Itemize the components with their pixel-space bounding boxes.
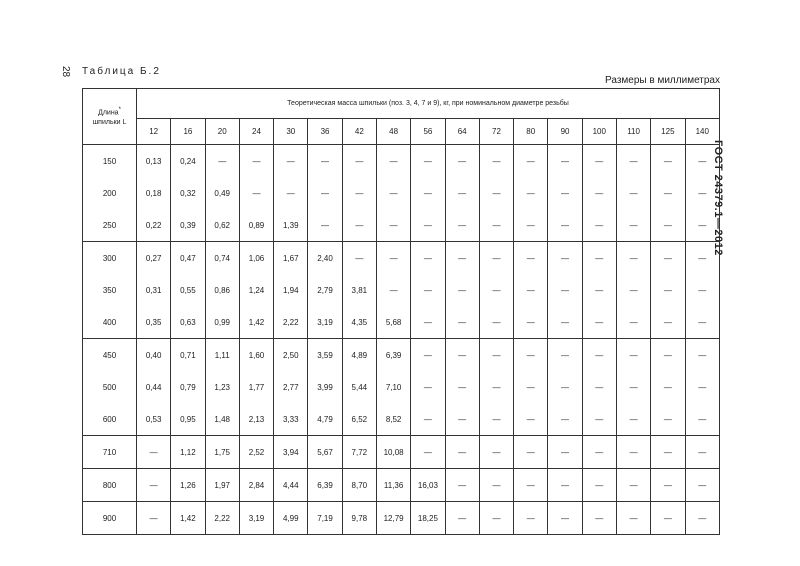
mass-cell: 0,27: [137, 242, 171, 275]
table-row: [83, 339, 720, 372]
mass-cell: 1,42: [171, 502, 205, 535]
mass-cell: —: [239, 177, 273, 209]
diameter-header-cell: 42: [342, 119, 376, 145]
table-row: [83, 145, 720, 178]
mass-cell: —: [548, 371, 582, 403]
mass-cell: 0,47: [171, 242, 205, 275]
mass-cell: 7,10: [376, 371, 410, 403]
mass-cell: —: [411, 436, 445, 469]
table-row: [83, 306, 720, 339]
mass-cell: —: [514, 145, 548, 178]
mass-cell: —: [616, 242, 650, 275]
mass-cell: 4,89: [342, 339, 376, 372]
mass-cell: 6,52: [342, 403, 376, 436]
mass-cell: —: [582, 306, 616, 339]
mass-cell: 9,78: [342, 502, 376, 535]
mass-cell: —: [685, 371, 720, 403]
mass-cell: 1,12: [171, 436, 205, 469]
mass-cell: —: [548, 209, 582, 242]
table-row: [83, 403, 720, 436]
mass-cell: 3,19: [239, 502, 273, 535]
diameter-header-cell: 24: [239, 119, 273, 145]
diameter-header-cell: 90: [548, 119, 582, 145]
mass-cell: 0,71: [171, 339, 205, 372]
mass-cell: —: [479, 339, 513, 372]
mass-cell: 6,39: [376, 339, 410, 372]
mass-cell: 2,79: [308, 274, 342, 306]
mass-cell: —: [445, 339, 479, 372]
mass-cell: —: [479, 242, 513, 275]
mass-cell: —: [514, 306, 548, 339]
mass-cell: —: [616, 469, 650, 502]
mass-cell: —: [582, 502, 616, 535]
mass-cell: —: [342, 145, 376, 178]
mass-cell: 0,40: [137, 339, 171, 372]
mass-cell: 0,44: [137, 371, 171, 403]
mass-cell: 5,67: [308, 436, 342, 469]
mass-cell: —: [445, 502, 479, 535]
table-body: [83, 145, 720, 535]
mass-cell: 0,89: [239, 209, 273, 242]
mass-cell: —: [342, 242, 376, 275]
mass-cell: 1,11: [205, 339, 239, 372]
mass-cell: —: [651, 242, 685, 275]
mass-cell: —: [548, 306, 582, 339]
mass-cell: —: [651, 403, 685, 436]
mass-cell: 1,77: [239, 371, 273, 403]
mass-cell: —: [616, 274, 650, 306]
mass-cell: —: [651, 177, 685, 209]
mass-cell: 0,62: [205, 209, 239, 242]
mass-cell: —: [479, 145, 513, 178]
mass-cell: 2,22: [205, 502, 239, 535]
mass-cell: —: [548, 145, 582, 178]
diameter-header-cell: 30: [274, 119, 308, 145]
mass-cell: —: [376, 242, 410, 275]
mass-cell: 4,44: [274, 469, 308, 502]
page-number: 28: [60, 65, 72, 78]
mass-cell: —: [411, 403, 445, 436]
diameter-header-cell: 12: [137, 119, 171, 145]
mass-cell: —: [582, 339, 616, 372]
mass-cell: —: [548, 502, 582, 535]
mass-cell: —: [651, 306, 685, 339]
mass-cell: —: [548, 469, 582, 502]
mass-cell: —: [376, 209, 410, 242]
mass-cell: 0,32: [171, 177, 205, 209]
length-cell: 250: [83, 209, 137, 242]
mass-cell: —: [479, 209, 513, 242]
mass-cell: —: [445, 436, 479, 469]
mass-cell: 1,06: [239, 242, 273, 275]
mass-cell: —: [479, 371, 513, 403]
mass-cell: —: [445, 306, 479, 339]
diameter-header-cell: 110: [616, 119, 650, 145]
mass-cell: —: [445, 242, 479, 275]
mass-cell: —: [651, 145, 685, 178]
table-row: [83, 436, 720, 469]
mass-cell: —: [616, 209, 650, 242]
length-cell: 900: [83, 502, 137, 535]
mass-cell: 0,63: [171, 306, 205, 339]
table-row: [83, 469, 720, 502]
mass-cell: 2,52: [239, 436, 273, 469]
mass-cell: 5,44: [342, 371, 376, 403]
mass-column-header: Теоретическая масса шпильки (поз. 3, 4, 7 и 9), кг, при номинальном диаметре резьбы: [137, 89, 720, 119]
mass-table: [82, 88, 720, 535]
mass-cell: —: [342, 209, 376, 242]
mass-cell: 0,13: [137, 145, 171, 178]
mass-cell: 3,99: [308, 371, 342, 403]
diameter-header-cell: 56: [411, 119, 445, 145]
mass-cell: —: [548, 436, 582, 469]
mass-cell: —: [616, 371, 650, 403]
mass-cell: —: [445, 209, 479, 242]
diameter-header-cell: 140: [685, 119, 720, 145]
mass-cell: —: [651, 469, 685, 502]
mass-cell: 1,97: [205, 469, 239, 502]
mass-cell: 1,60: [239, 339, 273, 372]
diameter-header-cell: 100: [582, 119, 616, 145]
mass-cell: —: [548, 274, 582, 306]
document-code: ГОСТ 24379.1—2012: [712, 140, 724, 256]
mass-cell: —: [479, 274, 513, 306]
mass-cell: 1,94: [274, 274, 308, 306]
length-footnote-mark: *: [118, 106, 121, 113]
mass-cell: —: [616, 339, 650, 372]
mass-cell: —: [137, 469, 171, 502]
table-row: [83, 177, 720, 209]
mass-cell: 1,67: [274, 242, 308, 275]
mass-cell: —: [479, 177, 513, 209]
mass-cell: —: [411, 145, 445, 178]
mass-cell: —: [651, 274, 685, 306]
mass-cell: 3,33: [274, 403, 308, 436]
mass-cell: —: [514, 371, 548, 403]
mass-cell: 5,68: [376, 306, 410, 339]
mass-cell: 1,23: [205, 371, 239, 403]
mass-cell: —: [445, 469, 479, 502]
length-label: Длина: [98, 109, 119, 117]
mass-cell: 2,13: [239, 403, 273, 436]
mass-cell: —: [616, 145, 650, 178]
mass-cell: —: [582, 177, 616, 209]
mass-cell: —: [685, 209, 720, 242]
mass-cell: —: [411, 209, 445, 242]
mass-cell: —: [479, 469, 513, 502]
mass-cell: —: [514, 436, 548, 469]
mass-cell: 8,52: [376, 403, 410, 436]
mass-cell: —: [205, 145, 239, 178]
mass-cell: 0,79: [171, 371, 205, 403]
mass-cell: —: [445, 177, 479, 209]
mass-cell: —: [685, 145, 720, 178]
mass-cell: —: [582, 436, 616, 469]
mass-cell: 2,84: [239, 469, 273, 502]
mass-cell: —: [137, 502, 171, 535]
mass-cell: —: [137, 436, 171, 469]
mass-cell: 0,49: [205, 177, 239, 209]
mass-cell: —: [411, 274, 445, 306]
mass-cell: —: [685, 274, 720, 306]
mass-cell: 7,72: [342, 436, 376, 469]
length-column-header: [83, 89, 137, 145]
mass-cell: —: [651, 502, 685, 535]
mass-cell: —: [514, 177, 548, 209]
diameter-header-cell: 72: [479, 119, 513, 145]
mass-cell: —: [411, 339, 445, 372]
mass-cell: —: [514, 209, 548, 242]
mass-cell: —: [308, 145, 342, 178]
mass-cell: —: [651, 209, 685, 242]
mass-cell: —: [342, 177, 376, 209]
length-cell: 400: [83, 306, 137, 339]
mass-cell: 0,74: [205, 242, 239, 275]
mass-cell: —: [651, 436, 685, 469]
mass-cell: 0,31: [137, 274, 171, 306]
table-caption: Таблица Б.2: [82, 66, 161, 77]
mass-cell: —: [582, 469, 616, 502]
units-note: Размеры в миллиметрах: [605, 75, 720, 86]
diameter-header-cell: 48: [376, 119, 410, 145]
mass-cell: —: [616, 177, 650, 209]
mass-cell: —: [514, 339, 548, 372]
mass-cell: 11,36: [376, 469, 410, 502]
mass-cell: —: [479, 403, 513, 436]
mass-cell: —: [445, 274, 479, 306]
mass-cell: —: [514, 403, 548, 436]
mass-cell: —: [514, 242, 548, 275]
mass-cell: —: [685, 339, 720, 372]
table-row: [83, 209, 720, 242]
mass-cell: —: [239, 145, 273, 178]
mass-cell: —: [548, 177, 582, 209]
mass-cell: 1,39: [274, 209, 308, 242]
mass-cell: —: [514, 469, 548, 502]
mass-cell: 3,81: [342, 274, 376, 306]
table-row: [83, 274, 720, 306]
mass-cell: —: [651, 339, 685, 372]
mass-cell: —: [685, 242, 720, 275]
mass-cell: 3,19: [308, 306, 342, 339]
diameter-header-row: [83, 119, 720, 145]
mass-cell: —: [514, 502, 548, 535]
mass-cell: 3,94: [274, 436, 308, 469]
mass-cell: 0,53: [137, 403, 171, 436]
mass-cell: —: [376, 145, 410, 178]
mass-cell: 1,26: [171, 469, 205, 502]
length-cell: 450: [83, 339, 137, 372]
length-cell: 500: [83, 371, 137, 403]
mass-cell: —: [411, 306, 445, 339]
length-cell: 710: [83, 436, 137, 469]
mass-cell: —: [582, 145, 616, 178]
mass-cell: 6,39: [308, 469, 342, 502]
mass-cell: 12,79: [376, 502, 410, 535]
mass-cell: —: [479, 436, 513, 469]
mass-cell: 0,99: [205, 306, 239, 339]
mass-cell: —: [685, 436, 720, 469]
mass-cell: —: [616, 403, 650, 436]
mass-cell: 0,55: [171, 274, 205, 306]
mass-cell: 18,25: [411, 502, 445, 535]
mass-cell: —: [651, 371, 685, 403]
diameter-header-cell: 20: [205, 119, 239, 145]
mass-cell: —: [548, 403, 582, 436]
mass-cell: —: [308, 209, 342, 242]
length-cell: 600: [83, 403, 137, 436]
length-cell: 800: [83, 469, 137, 502]
mass-cell: —: [582, 274, 616, 306]
mass-cell: —: [411, 371, 445, 403]
mass-cell: 0,95: [171, 403, 205, 436]
mass-cell: —: [376, 177, 410, 209]
mass-cell: 0,24: [171, 145, 205, 178]
mass-cell: 2,22: [274, 306, 308, 339]
mass-cell: —: [582, 371, 616, 403]
mass-cell: —: [685, 469, 720, 502]
length-cell: 150: [83, 145, 137, 178]
mass-cell: 0,39: [171, 209, 205, 242]
mass-cell: —: [274, 177, 308, 209]
mass-cell: 4,79: [308, 403, 342, 436]
mass-cell: 2,77: [274, 371, 308, 403]
mass-cell: —: [445, 145, 479, 178]
mass-cell: —: [616, 502, 650, 535]
mass-cell: 1,75: [205, 436, 239, 469]
mass-cell: 0,86: [205, 274, 239, 306]
table-row: [83, 502, 720, 535]
table-row: [83, 371, 720, 403]
mass-cell: —: [411, 242, 445, 275]
length-cell: 200: [83, 177, 137, 209]
diameter-header-cell: 125: [651, 119, 685, 145]
diameter-header-cell: 64: [445, 119, 479, 145]
mass-cell: 4,35: [342, 306, 376, 339]
mass-cell: —: [582, 403, 616, 436]
mass-cell: 7,19: [308, 502, 342, 535]
mass-cell: —: [411, 177, 445, 209]
mass-cell: —: [514, 274, 548, 306]
mass-cell: —: [685, 306, 720, 339]
mass-cell: —: [582, 242, 616, 275]
mass-cell: —: [685, 177, 720, 209]
mass-cell: —: [479, 306, 513, 339]
length-cell: 300: [83, 242, 137, 275]
mass-cell: 1,24: [239, 274, 273, 306]
length-cell: 350: [83, 274, 137, 306]
mass-cell: —: [548, 242, 582, 275]
mass-cell: —: [445, 403, 479, 436]
mass-cell: —: [685, 502, 720, 535]
mass-cell: 2,40: [308, 242, 342, 275]
length-label-2: шпильки L: [92, 119, 127, 127]
mass-cell: —: [548, 339, 582, 372]
mass-cell: —: [274, 145, 308, 178]
mass-cell: —: [308, 177, 342, 209]
mass-cell: 4,99: [274, 502, 308, 535]
mass-cell: 1,42: [239, 306, 273, 339]
mass-cell: 8,70: [342, 469, 376, 502]
mass-cell: —: [479, 502, 513, 535]
mass-cell: 16,03: [411, 469, 445, 502]
mass-cell: —: [582, 209, 616, 242]
mass-cell: 1,48: [205, 403, 239, 436]
diameter-header-cell: 16: [171, 119, 205, 145]
table-row: [83, 242, 720, 275]
mass-cell: 10,08: [376, 436, 410, 469]
diameter-header-cell: 36: [308, 119, 342, 145]
mass-cell: 0,18: [137, 177, 171, 209]
mass-cell: 0,35: [137, 306, 171, 339]
mass-cell: 0,22: [137, 209, 171, 242]
diameter-header-cell: 80: [514, 119, 548, 145]
mass-cell: 2,50: [274, 339, 308, 372]
mass-cell: —: [445, 371, 479, 403]
mass-cell: —: [616, 436, 650, 469]
mass-cell: —: [685, 403, 720, 436]
mass-cell: —: [616, 306, 650, 339]
mass-cell: —: [376, 274, 410, 306]
mass-cell: 3,59: [308, 339, 342, 372]
